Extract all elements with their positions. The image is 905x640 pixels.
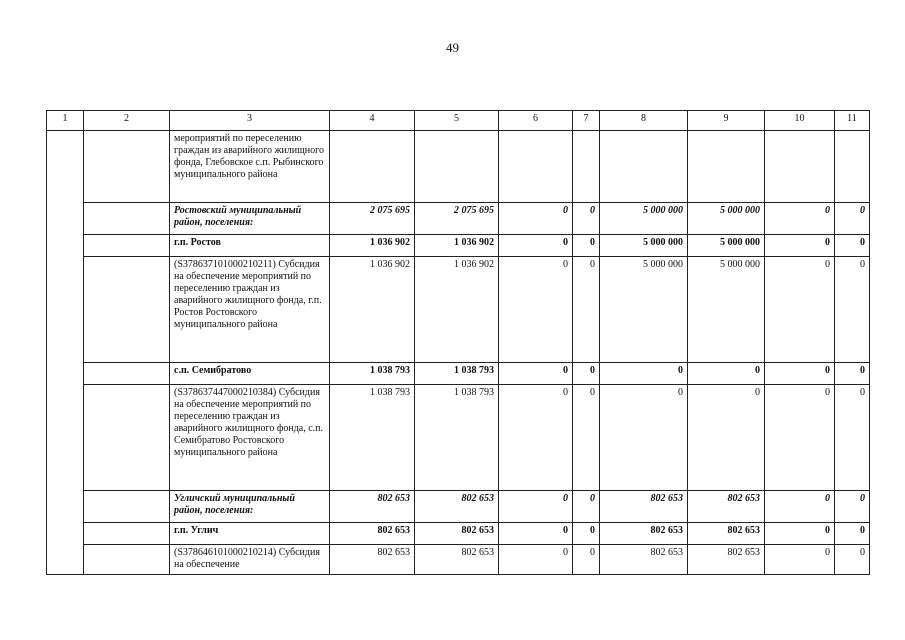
description-cell: (S378646101000210214) Субсидия на обеспечение [170, 545, 330, 575]
value-cell: 2 075 695 [330, 203, 415, 235]
column-number-cell: 2 [84, 111, 170, 131]
value-cell: 1 038 793 [330, 385, 415, 491]
value-cell: 1 038 793 [415, 385, 499, 491]
value-cell: 1 038 793 [330, 363, 415, 385]
table-header-row [47, 111, 870, 131]
description-cell: г.п. Ростов [170, 235, 330, 257]
page-number: 49 [446, 40, 459, 55]
value-cell: 0 [573, 363, 600, 385]
description-cell: (S378637447000210384) Субсидия на обеспечение мероприятий по переселению граждан из аварийного жилищного фонда, с.п. Семибратово Ростовского муниципального района [170, 385, 330, 491]
value-cell: 0 [835, 545, 870, 575]
value-cell: 0 [765, 523, 835, 545]
value-cell [499, 131, 573, 203]
description-cell: Ростовский муниципальный район, поселения: [170, 203, 330, 235]
value-cell: 0 [573, 385, 600, 491]
value-cell: 0 [835, 235, 870, 257]
column-number-cell: 9 [688, 111, 765, 131]
value-cell: 802 653 [330, 545, 415, 575]
value-cell: 0 [573, 523, 600, 545]
value-cell: 0 [499, 363, 573, 385]
description-cell: мероприятий по переселению граждан из аварийного жилищного фонда, Глебовское с.п. Рыбинского муниципального района [170, 131, 330, 203]
value-cell: 0 [765, 545, 835, 575]
value-cell: 1 038 793 [415, 363, 499, 385]
value-cell: 802 653 [330, 523, 415, 545]
value-cell: 0 [835, 523, 870, 545]
value-cell: 0 [573, 257, 600, 363]
empty-cell-col2 [84, 385, 170, 491]
value-cell: 0 [765, 235, 835, 257]
column-number-cell: 11 [835, 111, 870, 131]
value-cell: 802 653 [688, 545, 765, 575]
value-cell: 0 [499, 545, 573, 575]
value-cell: 802 653 [600, 491, 688, 523]
value-cell: 2 075 695 [415, 203, 499, 235]
value-cell: 802 653 [688, 523, 765, 545]
value-cell: 0 [573, 491, 600, 523]
value-cell: 0 [573, 203, 600, 235]
empty-cell-col2 [84, 257, 170, 363]
column-number-cell: 1 [47, 111, 84, 131]
value-cell: 0 [688, 385, 765, 491]
empty-cell-col2 [84, 363, 170, 385]
value-cell: 802 653 [688, 491, 765, 523]
table-row [47, 545, 870, 575]
empty-cell-col2 [84, 545, 170, 575]
value-cell: 0 [499, 385, 573, 491]
value-cell: 0 [499, 491, 573, 523]
value-cell: 802 653 [415, 545, 499, 575]
value-cell: 5 000 000 [600, 203, 688, 235]
value-cell: 0 [835, 203, 870, 235]
empty-cell-col2 [84, 491, 170, 523]
description-cell: г.п. Углич [170, 523, 330, 545]
value-cell: 0 [835, 491, 870, 523]
value-cell: 0 [835, 257, 870, 363]
description-cell: (S378637101000210211) Субсидия на обеспечение мероприятий по переселению граждан из аварийного жилищного фонда, г.п. Ростов Ростовского муниципального района [170, 257, 330, 363]
table-row [47, 257, 870, 363]
value-cell: 0 [765, 491, 835, 523]
table-row [47, 131, 870, 203]
value-cell [330, 131, 415, 203]
empty-cell-col2 [84, 523, 170, 545]
value-cell: 1 036 902 [415, 257, 499, 363]
value-cell: 0 [835, 385, 870, 491]
value-cell: 0 [573, 235, 600, 257]
value-cell: 0 [600, 385, 688, 491]
municipal-district-row [47, 491, 870, 523]
value-cell: 0 [765, 363, 835, 385]
budget-table [46, 110, 870, 575]
empty-cell-col1 [47, 131, 84, 575]
value-cell: 0 [499, 235, 573, 257]
value-cell: 5 000 000 [600, 257, 688, 363]
column-number-cell: 3 [170, 111, 330, 131]
value-cell: 0 [499, 203, 573, 235]
description-cell: с.п. Семибратово [170, 363, 330, 385]
value-cell [600, 131, 688, 203]
value-cell: 0 [765, 385, 835, 491]
settlement-row [47, 235, 870, 257]
empty-cell-col2 [84, 203, 170, 235]
value-cell: 0 [600, 363, 688, 385]
value-cell: 1 036 902 [330, 235, 415, 257]
value-cell: 1 036 902 [415, 235, 499, 257]
settlement-row [47, 363, 870, 385]
column-number-cell: 5 [415, 111, 499, 131]
value-cell: 5 000 000 [688, 235, 765, 257]
value-cell: 0 [835, 363, 870, 385]
empty-cell-col2 [84, 235, 170, 257]
value-cell [765, 131, 835, 203]
value-cell [688, 131, 765, 203]
column-number-cell: 7 [573, 111, 600, 131]
value-cell: 1 036 902 [330, 257, 415, 363]
value-cell: 0 [688, 363, 765, 385]
value-cell: 0 [573, 545, 600, 575]
municipal-district-row [47, 203, 870, 235]
value-cell [573, 131, 600, 203]
column-number-cell: 4 [330, 111, 415, 131]
value-cell: 0 [499, 523, 573, 545]
value-cell: 0 [499, 257, 573, 363]
value-cell: 802 653 [600, 523, 688, 545]
value-cell: 802 653 [415, 491, 499, 523]
value-cell: 0 [765, 257, 835, 363]
value-cell: 5 000 000 [688, 257, 765, 363]
column-number-cell: 8 [600, 111, 688, 131]
description-cell: Угличский муниципальный район, поселения: [170, 491, 330, 523]
value-cell: 0 [765, 203, 835, 235]
settlement-row [47, 523, 870, 545]
column-number-cell: 6 [499, 111, 573, 131]
value-cell: 5 000 000 [688, 203, 765, 235]
value-cell: 5 000 000 [600, 235, 688, 257]
value-cell: 802 653 [330, 491, 415, 523]
empty-cell-col2 [84, 131, 170, 203]
value-cell: 802 653 [415, 523, 499, 545]
value-cell [415, 131, 499, 203]
value-cell: 802 653 [600, 545, 688, 575]
column-number-cell: 10 [765, 111, 835, 131]
value-cell [835, 131, 870, 203]
table-row [47, 385, 870, 491]
